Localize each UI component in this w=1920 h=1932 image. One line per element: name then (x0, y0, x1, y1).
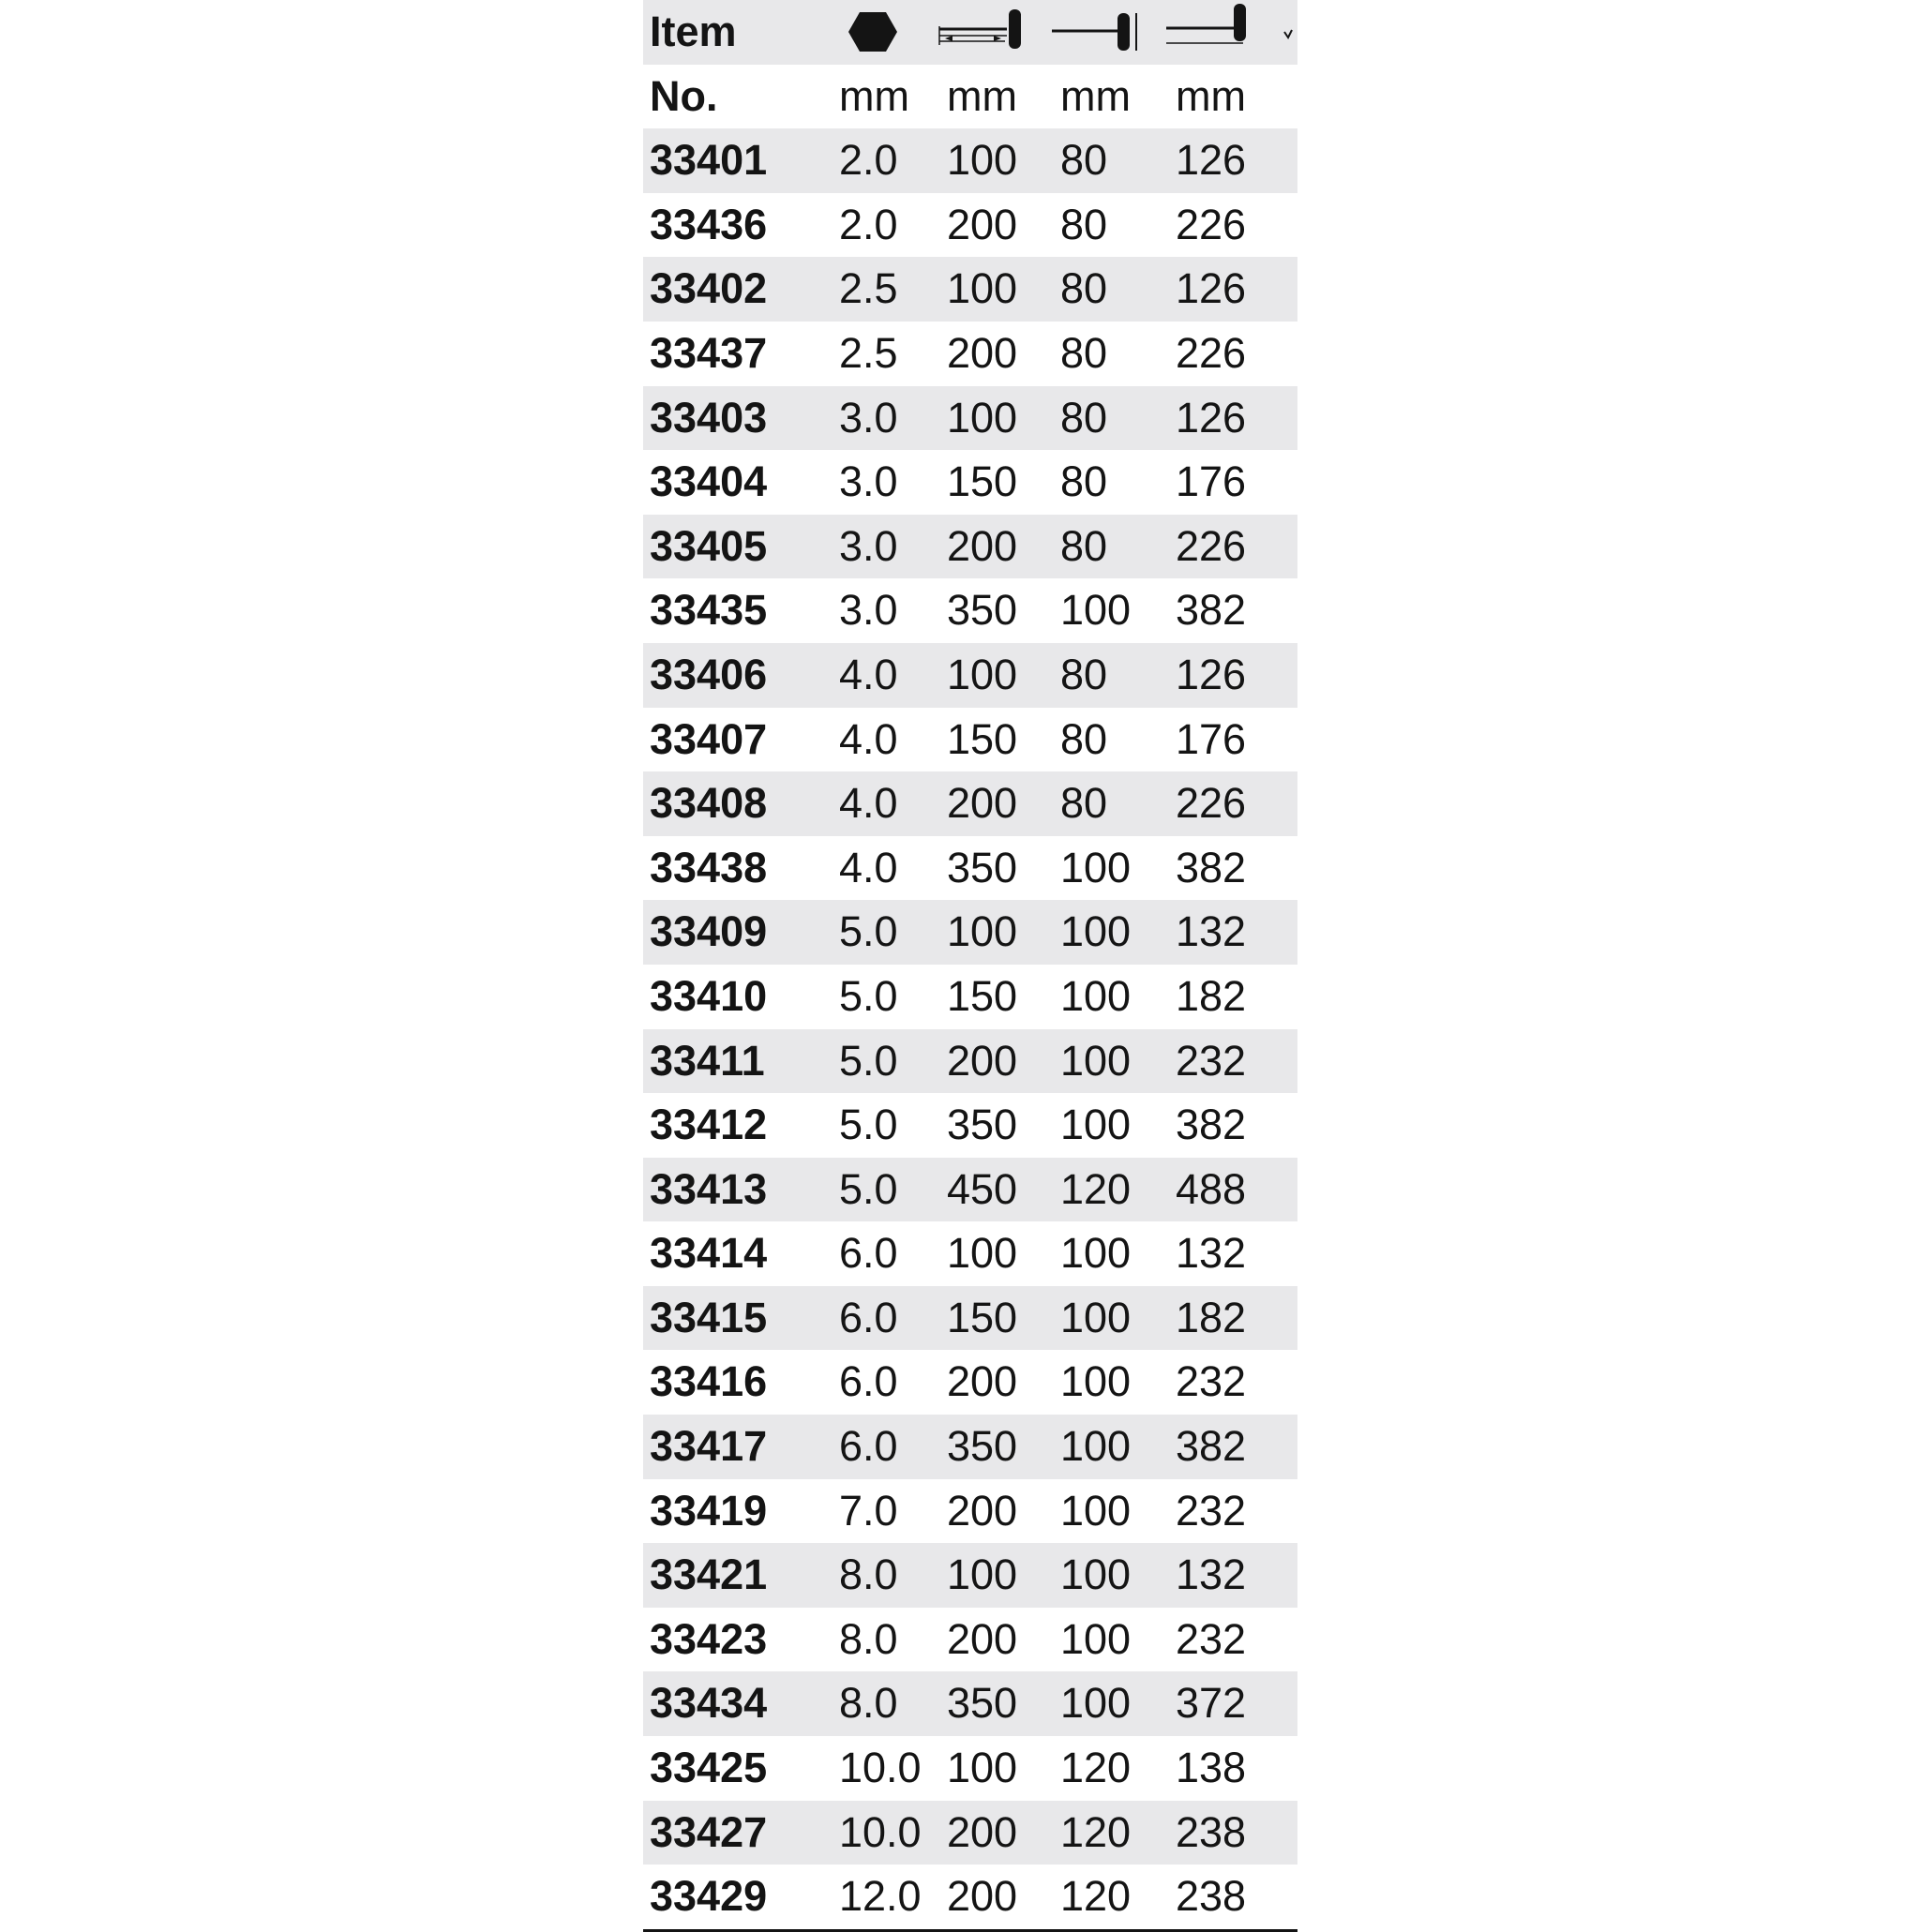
overall-length-cell: 226 (1176, 521, 1247, 570)
item-number-cell: 33425 (650, 1744, 768, 1792)
blade-length-cell: 350 (947, 843, 1018, 891)
blade-length-cell: 200 (947, 200, 1018, 248)
blade-length-cell: 150 (947, 714, 1018, 763)
handle-length-cell: 120 (1060, 1807, 1132, 1856)
table-row (643, 1736, 1298, 1801)
item-number-cell: 33417 (650, 1422, 768, 1471)
overall-length-cell: 232 (1176, 1614, 1247, 1663)
handle-length-cell: 100 (1060, 843, 1132, 891)
overall-length-icon (1162, 0, 1256, 65)
blade-length-cell: 200 (947, 1486, 1018, 1535)
hex-size-cell: 2.0 (839, 200, 898, 248)
table-row (643, 322, 1298, 386)
table-row (643, 643, 1298, 708)
handle-length-cell: 100 (1060, 1486, 1132, 1535)
blade-length-cell: 100 (947, 393, 1018, 442)
blade-length-cell: 350 (947, 1679, 1018, 1728)
overall-length-cell: 132 (1176, 907, 1247, 956)
hex-size-cell: 5.0 (839, 971, 898, 1020)
table-row (643, 1608, 1298, 1672)
header-row-icons (643, 0, 1298, 65)
overall-length-cell: 176 (1176, 457, 1247, 506)
handle-length-cell: 100 (1060, 1357, 1132, 1406)
handle-length-cell: 80 (1060, 136, 1108, 185)
overall-length-cell: 182 (1176, 1293, 1247, 1341)
handle-length-cell: 80 (1060, 393, 1108, 442)
handle-length-cell: 120 (1060, 1872, 1132, 1921)
handle-length-cell: 100 (1060, 1293, 1132, 1341)
table-row (643, 708, 1298, 772)
table-row (643, 1029, 1298, 1094)
unit-label: mm (947, 71, 1017, 120)
blade-length-cell: 350 (947, 1422, 1018, 1471)
hex-size-cell: 4.0 (839, 714, 898, 763)
blade-length-cell: 450 (947, 1164, 1018, 1213)
hex-size-cell: 10.0 (839, 1744, 922, 1792)
overall-length-cell: 226 (1176, 328, 1247, 377)
table-row (643, 128, 1298, 193)
blade-length-cell: 350 (947, 1101, 1018, 1149)
handle-length-cell: 100 (1060, 1614, 1132, 1663)
hex-size-cell: 4.0 (839, 779, 898, 828)
blade-length-cell: 100 (947, 1744, 1018, 1792)
hex-size-cell: 6.0 (839, 1293, 898, 1341)
handle-length-cell: 80 (1060, 714, 1108, 763)
overall-length-cell: 232 (1176, 1036, 1247, 1085)
hex-size-cell: 5.0 (839, 907, 898, 956)
overall-length-cell: 226 (1176, 779, 1247, 828)
handle-length-cell: 80 (1060, 779, 1108, 828)
handle-length-cell: 100 (1060, 1101, 1132, 1149)
overall-length-cell: 226 (1176, 200, 1247, 248)
handle-length-icon (1048, 0, 1142, 65)
handle-length-cell: 100 (1060, 1550, 1132, 1599)
item-header: Item (650, 7, 737, 55)
hex-size-cell: 2.5 (839, 264, 898, 313)
blade-length-cell: 200 (947, 1872, 1018, 1921)
item-number-cell: 33436 (650, 200, 768, 248)
table-row (643, 900, 1298, 965)
handle-length-cell: 80 (1060, 521, 1108, 570)
item-number-cell: 33415 (650, 1293, 768, 1341)
overall-length-cell: 382 (1176, 1101, 1247, 1149)
handle-length-cell: 80 (1060, 200, 1108, 248)
bottom-rule (643, 1929, 1298, 1932)
hex-size-cell: 3.0 (839, 457, 898, 506)
overall-length-cell: 126 (1176, 393, 1247, 442)
item-number-cell: 33411 (650, 1036, 765, 1085)
table-row (643, 771, 1298, 836)
unit-label: mm (1060, 71, 1131, 120)
hex-size-cell: 8.0 (839, 1614, 898, 1663)
blade-length-cell: 100 (947, 650, 1018, 698)
blade-length-cell: 100 (947, 1550, 1018, 1599)
hex-size-cell: 3.0 (839, 393, 898, 442)
table-row (643, 1479, 1298, 1544)
table-row (643, 578, 1298, 643)
overall-length-cell: 382 (1176, 843, 1247, 891)
overall-length-cell: 132 (1176, 1550, 1247, 1599)
header-row-units (643, 65, 1298, 129)
overall-length-cell: 232 (1176, 1357, 1247, 1406)
table-row (643, 257, 1298, 322)
blade-length-cell: 100 (947, 907, 1018, 956)
table-row (643, 515, 1298, 579)
handle-length-cell: 80 (1060, 457, 1108, 506)
table-row (643, 1801, 1298, 1865)
overall-length-cell: 138 (1176, 1744, 1247, 1792)
hex-size-cell: 3.0 (839, 521, 898, 570)
table-row (643, 386, 1298, 451)
item-number-cell: 33402 (650, 264, 768, 313)
table-row (643, 1350, 1298, 1415)
item-number-cell: 33435 (650, 586, 768, 635)
item-number-cell: 33406 (650, 650, 768, 698)
hex-size-cell: 2.0 (839, 136, 898, 185)
table-body (643, 128, 1298, 1929)
blade-length-cell: 100 (947, 1229, 1018, 1278)
handle-length-cell: 100 (1060, 971, 1132, 1020)
item-number-cell: 33404 (650, 457, 768, 506)
item-number-cell: 33434 (650, 1679, 768, 1728)
overall-length-cell: 126 (1176, 136, 1247, 185)
hex-size-cell: 5.0 (839, 1101, 898, 1149)
blade-length-cell: 150 (947, 457, 1018, 506)
table-row (643, 965, 1298, 1029)
item-number-cell: 33423 (650, 1614, 768, 1663)
blade-length-cell: 100 (947, 136, 1018, 185)
handle-length-cell: 100 (1060, 1422, 1132, 1471)
item-number-cell: 33437 (650, 328, 768, 377)
overall-length-cell: 182 (1176, 971, 1247, 1020)
item-number-cell: 33403 (650, 393, 768, 442)
hex-size-cell: 5.0 (839, 1164, 898, 1213)
item-number-cell: 33416 (650, 1357, 768, 1406)
hex-size-cell: 4.0 (839, 843, 898, 891)
handle-length-cell: 100 (1060, 1229, 1132, 1278)
item-number-cell: 33408 (650, 779, 768, 828)
hex-size-cell: 3.0 (839, 586, 898, 635)
hex-size-cell: 6.0 (839, 1422, 898, 1471)
overall-length-cell: 126 (1176, 650, 1247, 698)
unit-label: mm (839, 71, 909, 120)
handle-length-cell: 100 (1060, 1679, 1132, 1728)
hex-size-cell: 5.0 (839, 1036, 898, 1085)
hex-size-cell: 2.5 (839, 328, 898, 377)
item-number-cell: 33438 (650, 843, 768, 891)
blade-length-cell: 200 (947, 1357, 1018, 1406)
hex-size-cell: 6.0 (839, 1229, 898, 1278)
handle-length-cell: 120 (1060, 1164, 1132, 1213)
table-row (643, 1221, 1298, 1286)
item-number-cell: 33419 (650, 1486, 768, 1535)
handle-length-cell: 80 (1060, 650, 1108, 698)
blade-length-cell: 200 (947, 1036, 1018, 1085)
overall-length-cell: 176 (1176, 714, 1247, 763)
handle-length-cell: 100 (1060, 907, 1132, 956)
item-number-cell: 33412 (650, 1101, 768, 1149)
overall-length-cell: 238 (1176, 1807, 1247, 1856)
table-row (643, 1671, 1298, 1736)
hex-size-cell: 8.0 (839, 1550, 898, 1599)
blade-length-icon (936, 0, 1029, 65)
item-number-cell: 33421 (650, 1550, 768, 1599)
handle-length-cell: 80 (1060, 328, 1108, 377)
blade-length-cell: 200 (947, 1614, 1018, 1663)
hex-size-cell: 6.0 (839, 1357, 898, 1406)
item-number-cell: 33401 (650, 136, 768, 185)
handle-length-cell: 100 (1060, 586, 1132, 635)
hex-size-cell: 4.0 (839, 650, 898, 698)
overall-length-cell: 132 (1176, 1229, 1247, 1278)
overall-length-cell: 238 (1176, 1872, 1247, 1921)
item-number-cell: 33409 (650, 907, 768, 956)
hex-size-cell: 10.0 (839, 1807, 922, 1856)
overall-length-cell: 488 (1176, 1164, 1247, 1213)
table-row (643, 450, 1298, 515)
blade-length-cell: 100 (947, 264, 1018, 313)
handle-length-cell: 120 (1060, 1744, 1132, 1792)
hex-size-icon (845, 0, 901, 65)
blade-length-cell: 150 (947, 971, 1018, 1020)
item-number-cell: 33429 (650, 1872, 768, 1921)
blade-length-cell: 200 (947, 779, 1018, 828)
blade-length-cell: 200 (947, 521, 1018, 570)
blade-length-cell: 150 (947, 1293, 1018, 1341)
item-number-cell: 33414 (650, 1229, 768, 1278)
item-number-cell: 33405 (650, 521, 768, 570)
table-row (643, 836, 1298, 901)
hex-size-cell: 8.0 (839, 1679, 898, 1728)
table-row (643, 1093, 1298, 1158)
table-row (643, 1543, 1298, 1608)
table-row (643, 193, 1298, 258)
blade-length-cell: 350 (947, 586, 1018, 635)
item-number-cell: 33410 (650, 971, 768, 1020)
overall-length-cell: 126 (1176, 264, 1247, 313)
overall-length-cell: 232 (1176, 1486, 1247, 1535)
chevron-down-icon (1282, 0, 1298, 65)
unit-label: mm (1176, 71, 1246, 120)
table-row (643, 1286, 1298, 1351)
handle-length-cell: 80 (1060, 264, 1108, 313)
no-header: No. (650, 71, 718, 120)
overall-length-cell: 372 (1176, 1679, 1247, 1728)
overall-length-cell: 382 (1176, 586, 1247, 635)
blade-length-cell: 200 (947, 328, 1018, 377)
table-row (643, 1158, 1298, 1222)
hex-size-cell: 7.0 (839, 1486, 898, 1535)
blade-length-cell: 200 (947, 1807, 1018, 1856)
spec-table (643, 0, 1298, 1932)
overall-length-cell: 382 (1176, 1422, 1247, 1471)
item-number-cell: 33407 (650, 714, 768, 763)
item-number-cell: 33413 (650, 1164, 768, 1213)
item-number-cell: 33427 (650, 1807, 768, 1856)
hex-size-cell: 12.0 (839, 1872, 922, 1921)
handle-length-cell: 100 (1060, 1036, 1132, 1085)
table-row (643, 1415, 1298, 1479)
